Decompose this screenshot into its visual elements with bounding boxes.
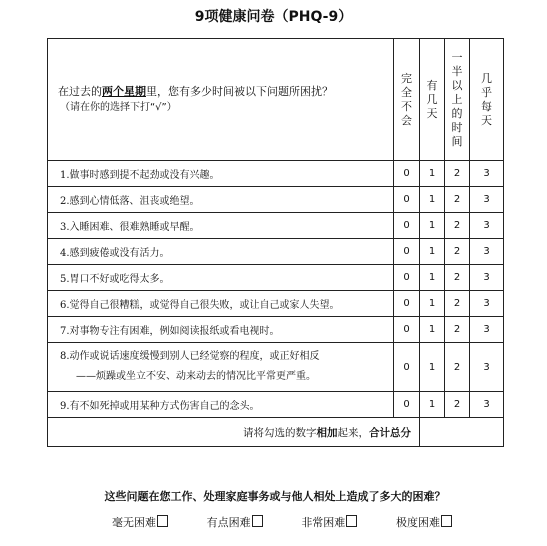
question-text: [58, 84, 393, 100]
score-option[interactable]: 1: [420, 265, 445, 291]
score-option[interactable]: 2: [445, 343, 470, 392]
item-text: 7.对事物专注有困难，例如阅读报纸或看电视时。: [48, 317, 394, 343]
header-row: [48, 39, 504, 161]
total-sum-label: 合计总分: [369, 426, 411, 439]
score-option[interactable]: 1: [420, 343, 445, 392]
checkbox[interactable]: [441, 515, 452, 527]
score-option[interactable]: 2: [445, 161, 470, 187]
score-option[interactable]: 1: [420, 392, 445, 418]
score-option[interactable]: 1: [420, 187, 445, 213]
score-option[interactable]: 0: [394, 213, 420, 239]
score-option[interactable]: 0: [394, 317, 420, 343]
score-option[interactable]: 0: [394, 392, 420, 418]
score-option[interactable]: 1: [420, 239, 445, 265]
item-text-line-2: ——烦躁或坐立不安、动来动去的情况比平常更严重。: [76, 371, 316, 382]
score-option[interactable]: 3: [470, 265, 504, 291]
item-row-4: [48, 239, 504, 265]
score-option[interactable]: 0: [394, 265, 420, 291]
item-text: 2.感到心情低落、沮丧或绝望。: [48, 187, 394, 213]
item-text: [48, 343, 394, 392]
score-option[interactable]: 3: [470, 291, 504, 317]
score-option[interactable]: 2: [445, 317, 470, 343]
score-option[interactable]: 2: [445, 213, 470, 239]
item-row-2: [48, 187, 504, 213]
score-option[interactable]: 1: [420, 291, 445, 317]
col-header-label: 有几天: [426, 78, 438, 120]
checkbox[interactable]: [252, 515, 263, 527]
score-option[interactable]: 1: [420, 213, 445, 239]
score-option[interactable]: 3: [470, 187, 504, 213]
col-header-2: [445, 39, 470, 161]
question-emphasis: 两个星期: [102, 84, 146, 98]
total-value-field[interactable]: [420, 418, 504, 447]
total-mid: 起来，: [337, 426, 369, 439]
score-option[interactable]: 3: [470, 213, 504, 239]
difficulty-option-1[interactable]: [207, 514, 263, 530]
score-option[interactable]: 3: [470, 343, 504, 392]
score-option[interactable]: 3: [470, 161, 504, 187]
item-row-1: [48, 161, 504, 187]
item-row-5: [48, 265, 504, 291]
difficulty-option-0[interactable]: [112, 514, 168, 530]
score-option[interactable]: 3: [470, 317, 504, 343]
score-option[interactable]: 0: [394, 291, 420, 317]
total-label: [48, 418, 420, 447]
score-option[interactable]: 1: [420, 161, 445, 187]
total-emphasis: 相加: [316, 426, 338, 439]
col-header-3: [470, 39, 504, 161]
questionnaire-title: 9项健康问卷（PHQ-9）: [194, 9, 353, 25]
col-header-label: 几乎每天: [481, 71, 492, 127]
checkbox[interactable]: [157, 515, 168, 527]
score-option[interactable]: 3: [470, 392, 504, 418]
item-text: 3.入睡困难、很难熟睡或早醒。: [48, 213, 394, 239]
score-option[interactable]: 0: [394, 187, 420, 213]
col-header-label: 完全不会: [401, 71, 412, 127]
score-option[interactable]: 0: [394, 161, 420, 187]
option-label: 有点困难: [206, 516, 251, 529]
score-option[interactable]: 2: [445, 291, 470, 317]
difficulty-option-2[interactable]: [301, 514, 357, 530]
score-option[interactable]: 2: [445, 265, 470, 291]
difficulty-options: [112, 514, 452, 530]
item-row-9: [48, 392, 504, 418]
item-text-line-1: 8.动作或说话速度缓慢到别人已经觉察的程度，或正好相反: [60, 351, 320, 362]
phq-table: [47, 38, 504, 447]
instruction-text: （请在你的选择下打“√”）: [60, 101, 177, 113]
item-text: 5.胃口不好或吃得太多。: [48, 265, 394, 291]
score-option[interactable]: 2: [445, 239, 470, 265]
difficulty-option-3[interactable]: [396, 514, 452, 530]
checkbox[interactable]: [346, 515, 357, 527]
difficulty-question: 这些问题在您工作、处理家庭事务或与他人相处上造成了多大的困难？: [104, 490, 446, 503]
option-label: 非常困难: [301, 516, 346, 529]
item-text: 6.觉得自己很糟糕，或觉得自己很失败，或让自己或家人失望。: [48, 291, 394, 317]
item-row-8: [48, 343, 504, 392]
option-label: 极度困难: [395, 516, 440, 529]
item-row-6: [48, 291, 504, 317]
score-option[interactable]: 1: [420, 317, 445, 343]
item-text: 1.做事时感到提不起劲或没有兴趣。: [48, 161, 394, 187]
col-header-label: 一半以上的时间: [451, 50, 463, 148]
col-header-0: [394, 39, 420, 161]
score-option[interactable]: 0: [394, 239, 420, 265]
score-option[interactable]: 0: [394, 343, 420, 392]
item-row-7: [48, 317, 504, 343]
score-option[interactable]: 2: [445, 187, 470, 213]
item-text: 9.有不如死掉或用某种方式伤害自己的念头。: [48, 392, 394, 418]
question-post: 里，您有多少时间被以下问题所困扰？: [146, 84, 333, 98]
total-row: [48, 418, 504, 447]
col-header-1: [420, 39, 445, 161]
total-pre: 请将勾选的数字: [243, 426, 317, 439]
item-row-3: [48, 213, 504, 239]
option-label: 毫无困难: [112, 516, 156, 529]
question-pre: 在过去的: [58, 84, 102, 98]
item-text: 4.感到疲倦或没有活力。: [48, 239, 394, 265]
question-cell: [48, 39, 394, 161]
score-option[interactable]: 2: [445, 392, 470, 418]
score-option[interactable]: 3: [470, 239, 504, 265]
